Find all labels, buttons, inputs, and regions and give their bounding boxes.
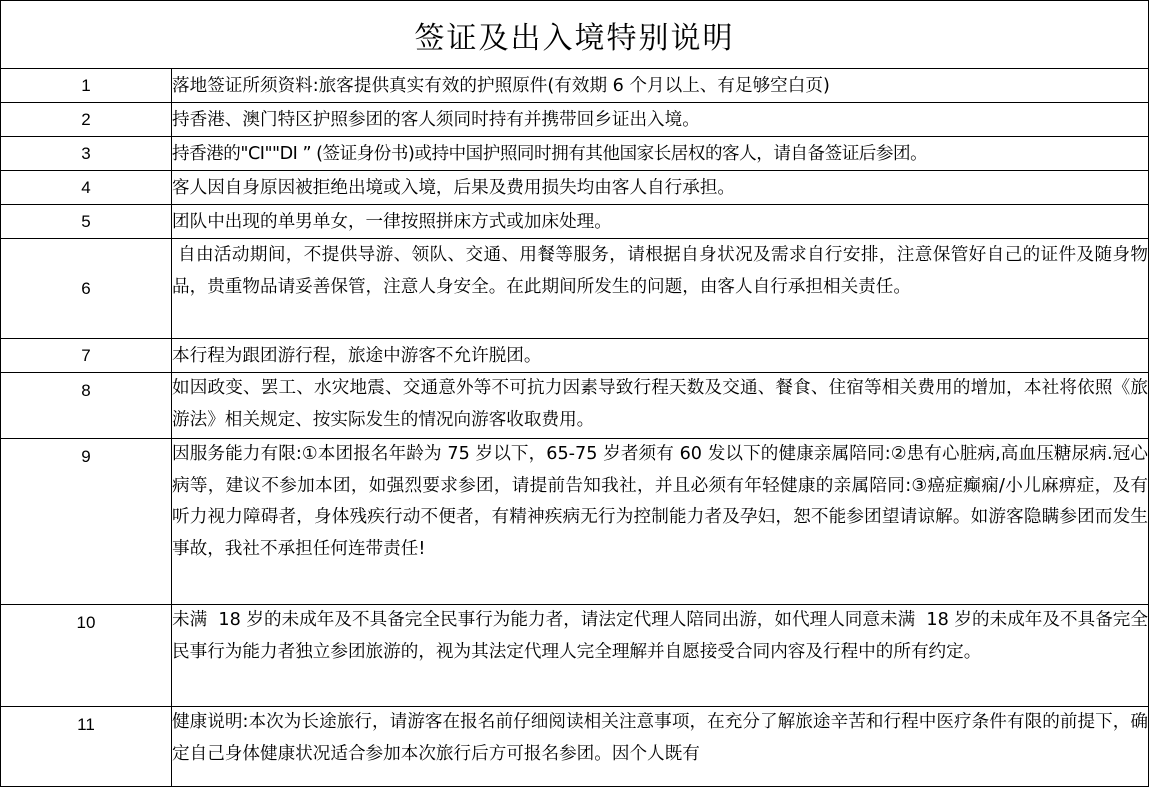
- table-row: [1, 373, 1149, 439]
- row-number: 2: [1, 103, 172, 137]
- row-number: 11: [1, 707, 172, 787]
- row-text: 如因政变、罢工、水灾地震、交通意外等不可抗力因素导致行程天数及交通、餐食、住宿等相关费用的增加，本社将依照《旅游法》相关规定、按实际发生的情况向游客收取费用。: [172, 373, 1149, 439]
- row-text: 健康说明:本次为长途旅行，请游客在报名前仔细阅读相关注意事项，在充分了解旅途辛苦和行程中医疗条件有限的前提下，确定自己身体健康状况适合参加本次旅行后方可报名参团。因个人既有: [172, 707, 1149, 787]
- row-text: 团队中出现的单男单女，一律按照拼床方式或加床处理。: [172, 205, 1149, 239]
- row-number: 4: [1, 171, 172, 205]
- row-text: 本行程为跟团游行程，旅途中游客不允许脱团。: [172, 339, 1149, 373]
- row-text: 持香港、澳门特区护照参团的客人须同时持有并携带回乡证出入境。: [172, 103, 1149, 137]
- table-row: [1, 707, 1149, 787]
- table-row: [1, 103, 1149, 137]
- row-text: 落地签证所须资料:旅客提供真实有效的护照原件(有效期 6 个月以上、有足够空白页): [172, 69, 1149, 103]
- table-row: [1, 137, 1149, 171]
- row-number: 5: [1, 205, 172, 239]
- row-number: 7: [1, 339, 172, 373]
- table-row: [1, 205, 1149, 239]
- row-text: 自由活动期间，不提供导游、领队、交通、用餐等服务，请根据自身状况及需求自行安排，注意保管好自己的证件及随身物品，贵重物品请妥善保管，注意人身安全。在此期间所发生的问题，由客人自行承担相关责任。: [172, 239, 1149, 339]
- table-row: [1, 171, 1149, 205]
- row-number: 6: [1, 239, 172, 339]
- row-text: 因服务能力有限:①本团报名年龄为 75 岁以下，65-75 岁者须有 60 发以下的健康亲属陪同:②患有心脏病,高血压糖尿病.冠心病等，建议不参加本团，如强烈要求参团，请提前告知我社，并且必须有年轻健康的亲属陪同:③癌症癫痫/小儿麻痹症，及有听力视力障碍者，身体残疾行动不便者，有精神疾病无行为控制能力者及孕妇，恕不能参团望请谅解。如游客隐瞒参团而发生事故，我社不承担任何连带责任!: [172, 439, 1149, 605]
- table-row: [1, 69, 1149, 103]
- row-number: 8: [1, 373, 172, 439]
- row-number: 9: [1, 439, 172, 605]
- page-title: 签证及出入境特别说明: [1, 1, 1149, 69]
- table-row: [1, 439, 1149, 605]
- row-text: 客人因自身原因被拒绝出境或入境，后果及费用损失均由客人自行承担。: [172, 171, 1149, 205]
- row-text: 持香港的"CI""DI ” (签证身份书)或持中国护照同时拥有其他国家长居权的客人，请自备签证后参团。: [172, 137, 1149, 171]
- row-number: 3: [1, 137, 172, 171]
- table-row: [1, 239, 1149, 339]
- title-row: [1, 1, 1149, 69]
- table-row: [1, 339, 1149, 373]
- row-number: 1: [1, 69, 172, 103]
- table-row: [1, 605, 1149, 707]
- row-text: 未满 18 岁的未成年及不具备完全民事行为能力者，请法定代理人陪同出游，如代理人同意未满 18 岁的未成年及不具备完全民事行为能力者独立参团旅游的，视为其法定代理人完全理解并自愿接受合同内容及行程中的所有约定。: [172, 605, 1149, 707]
- row-number: 10: [1, 605, 172, 707]
